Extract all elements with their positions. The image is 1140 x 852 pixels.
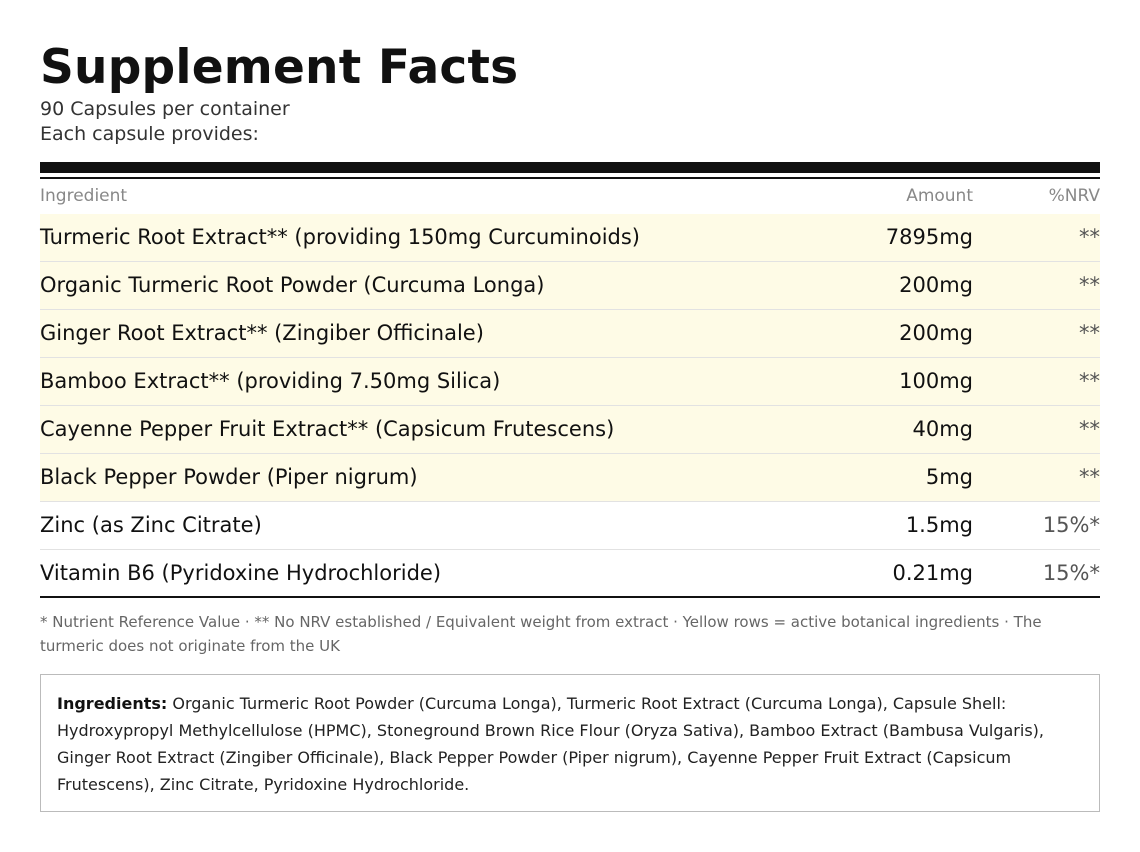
ingredient-name: Turmeric Root Extract** (providing 150mg Curcuminoids) xyxy=(40,225,640,249)
ingredient-name: Zinc (as Zinc Citrate) xyxy=(40,513,262,537)
ingredient-nrv: ** xyxy=(1079,369,1100,393)
ingredient-nrv: ** xyxy=(1079,273,1100,297)
thick-divider xyxy=(40,162,1100,173)
ingredient-amount: 200mg xyxy=(899,273,973,297)
ingredient-amount: 40mg xyxy=(912,417,973,441)
ingredient-name: Bamboo Extract** (providing 7.50mg Silica) xyxy=(40,369,501,393)
table-row xyxy=(40,550,1100,598)
ingredient-nrv: 15%* xyxy=(1042,561,1100,585)
ingredients-text: Organic Turmeric Root Powder (Curcuma Longa), Turmeric Root Extract (Curcuma Longa), Capsule Shell: Hydroxypropyl Methylcellulose (HPMC), Stoneground Brown Rice Flour (Oryza Sativa), Bamboo Extract (Bambusa Vulgaris), Ginger Root Extract (Zingiber Officinale), Black Pepper Powder (Piper nigrum), Cayenne Pepper Fruit Extract (Capsicum Frutescens), Zinc Citrate, Pyridoxine Hydrochloride. xyxy=(57,694,1044,794)
table-row xyxy=(40,358,1100,406)
servings-per-container: 90 Capsules per container xyxy=(40,98,290,120)
ingredient-nrv: 15%* xyxy=(1042,513,1100,537)
table-header xyxy=(40,184,1100,210)
ingredient-nrv: ** xyxy=(1079,321,1100,345)
ingredients-label: Ingredients: xyxy=(57,694,168,713)
ingredient-amount: 7895mg xyxy=(885,225,973,249)
ingredient-amount: 200mg xyxy=(899,321,973,345)
ingredient-nrv: ** xyxy=(1079,417,1100,441)
page-title: Supplement Facts xyxy=(40,40,519,95)
column-header-amount: Amount xyxy=(906,186,973,206)
footnote: * Nutrient Reference Value · ** No NRV established / Equivalent weight from extract · Yellow rows = active botanical ingredients · The turmeric does not originate from the UK xyxy=(40,613,1042,655)
table-row xyxy=(40,214,1100,262)
column-header-nrv: %NRV xyxy=(1048,186,1100,206)
ingredient-amount: 1.5mg xyxy=(905,513,973,537)
ingredient-amount: 0.21mg xyxy=(892,561,973,585)
thin-divider xyxy=(40,177,1100,179)
ingredients-box xyxy=(40,674,1100,812)
table-row xyxy=(40,502,1100,550)
column-header-ingredient: Ingredient xyxy=(40,186,128,206)
ingredient-name: Organic Turmeric Root Powder (Curcuma Longa) xyxy=(40,273,545,297)
ingredient-name: Ginger Root Extract** (Zingiber Officinale) xyxy=(40,321,484,345)
per-serving-label: Each capsule provides: xyxy=(40,123,259,145)
table-row xyxy=(40,406,1100,454)
ingredient-name: Black Pepper Powder (Piper nigrum) xyxy=(40,465,418,489)
ingredient-nrv: ** xyxy=(1079,465,1100,489)
ingredient-amount: 100mg xyxy=(899,369,973,393)
ingredient-name: Cayenne Pepper Fruit Extract** (Capsicum Frutescens) xyxy=(40,417,615,441)
table-row xyxy=(40,454,1100,502)
facts-table xyxy=(40,214,1100,598)
table-row xyxy=(40,262,1100,310)
ingredient-name: Vitamin B6 (Pyridoxine Hydrochloride) xyxy=(40,561,442,585)
ingredient-amount: 5mg xyxy=(925,465,973,489)
table-row xyxy=(40,310,1100,358)
ingredient-nrv: ** xyxy=(1079,225,1100,249)
